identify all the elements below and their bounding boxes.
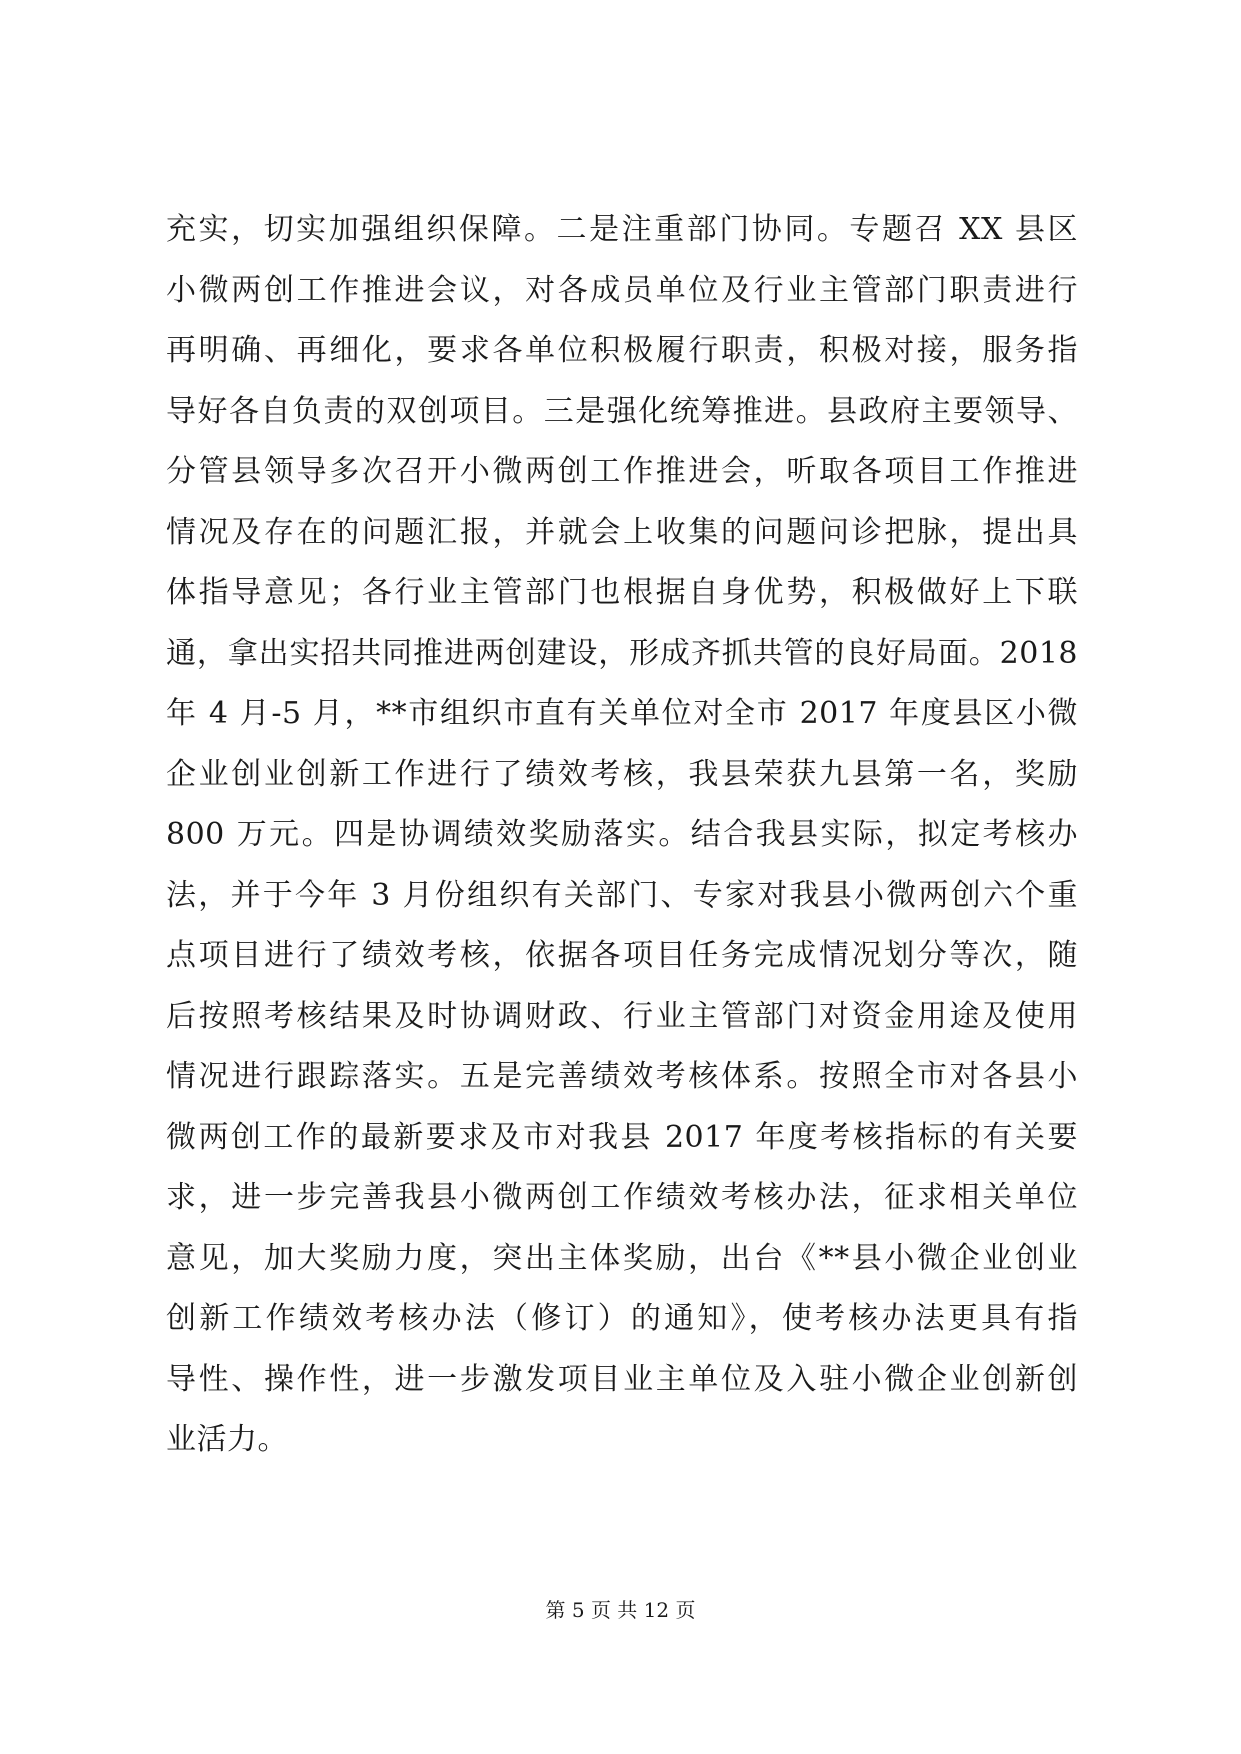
text-line: 业活力。	[166, 1422, 288, 1457]
text-line: 情况进行跟踪落实。五是完善绩效考核体系。按照全市对各县小	[166, 1059, 1078, 1094]
text-line: 创新工作绩效考核办法（修订）的通知》，使考核办法更具有指	[166, 1301, 1078, 1336]
text-line: 意见，加大奖励力度，突出主体奖励，出台《**县小微企业创业	[166, 1240, 1078, 1276]
text-line: 分管县领导多次召开小微两创工作推进会，听取各项目工作推进	[166, 454, 1078, 489]
text-line: 再明确、再细化，要求各单位积极履行职责，积极对接，服务指	[166, 333, 1078, 368]
text-line: 微两创工作的最新要求及市对我县 2017 年度考核指标的有关要	[166, 1119, 1078, 1155]
text-line: 通，拿出实招共同推进两创建设，形成齐抓共管的良好局面。2018	[166, 635, 1078, 671]
text-line: 后按照考核结果及时协调财政、行业主管部门对资金用途及使用	[166, 998, 1078, 1034]
text-line: 导好各自负责的双创项目。三是强化统筹推进。县政府主要领导、	[166, 393, 1078, 429]
text-line: 体指导意见；各行业主管部门也根据自身优势，积极做好上下联	[166, 575, 1078, 610]
text-line: 800 万元。四是协调绩效奖励落实。结合我县实际，拟定考核办	[166, 817, 1078, 852]
page-number-footer: 第 5 页 共 12 页	[545, 1598, 696, 1622]
text-line: 求，进一步完善我县小微两创工作绩效考核办法，征求相关单位	[166, 1180, 1078, 1215]
text-line: 企业创业创新工作进行了绩效考核，我县荣获九县第一名，奖励	[166, 756, 1078, 792]
text-line: 法，并于今年 3 月份组织有关部门、专家对我县小微两创六个重	[166, 877, 1078, 913]
text-line: 导性、操作性，进一步激发项目业主单位及入驻小微企业创新创	[166, 1361, 1078, 1397]
text-line: 情况及存在的问题汇报，并就会上收集的问题问诊把脉，提出具	[166, 514, 1078, 550]
text-line: 年 4 月-5 月，**市组织市直有关单位对全市 2017 年度县区小微	[166, 696, 1078, 731]
text-line: 充实，切实加强组织保障。二是注重部门协同。专题召 XX 县区	[166, 212, 1078, 247]
body-paragraph	[166, 200, 1078, 1471]
text-line: 小微两创工作推进会议，对各成员单位及行业主管部门职责进行	[166, 272, 1078, 308]
text-line: 点项目进行了绩效考核，依据各项目任务完成情况划分等次，随	[166, 938, 1078, 973]
